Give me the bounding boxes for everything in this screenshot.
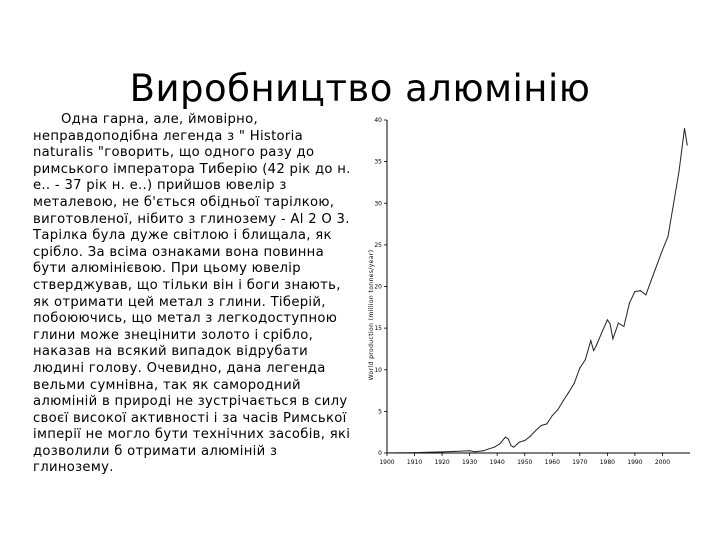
- x-tick-label: 1950: [517, 459, 533, 466]
- y-tick-label: 10: [374, 366, 382, 374]
- y-tick-label: 15: [374, 325, 382, 333]
- series-point: [687, 144, 688, 145]
- series-point: [590, 340, 591, 341]
- series-point: [667, 236, 668, 237]
- series-group: [387, 128, 688, 454]
- series-point: [579, 368, 580, 369]
- series-point: [530, 436, 531, 437]
- series-point: [428, 452, 429, 453]
- series-point: [535, 430, 536, 431]
- series-point: [673, 204, 674, 205]
- series-point: [574, 383, 575, 384]
- y-axis: [374, 117, 387, 457]
- y-tick-label: 35: [374, 158, 382, 166]
- y-tick-label: 20: [374, 283, 382, 291]
- series-point: [684, 128, 685, 129]
- aluminium-production-chart: [360, 110, 695, 475]
- x-tick-label: 1990: [627, 459, 643, 466]
- series-point: [483, 450, 484, 451]
- series-point: [494, 447, 495, 448]
- x-tick-label: 1970: [572, 459, 588, 466]
- series-point: [568, 392, 569, 393]
- y-tick-label: 40: [374, 117, 382, 124]
- series-point: [610, 323, 611, 324]
- production-series-line: [387, 128, 687, 453]
- series-point: [387, 452, 388, 453]
- series-point: [607, 319, 608, 320]
- series-point: [455, 451, 456, 452]
- x-tick-label: 1930: [461, 459, 478, 466]
- x-tick-label: 1940: [489, 459, 505, 466]
- series-point: [513, 447, 514, 448]
- x-tick-label: 1980: [599, 459, 616, 466]
- series-point: [546, 423, 547, 424]
- y-tick-label: 5: [378, 408, 382, 416]
- series-point: [585, 359, 586, 360]
- series-point: [651, 279, 652, 280]
- series-point: [563, 400, 564, 401]
- series-point: [508, 438, 509, 439]
- series-point: [629, 303, 630, 304]
- series-point: [618, 323, 619, 324]
- x-tick-label: 1910: [406, 459, 423, 466]
- x-tick-label: 1900: [379, 459, 395, 466]
- series-point: [475, 451, 476, 452]
- series-point: [499, 443, 500, 444]
- series-point: [400, 452, 401, 453]
- x-tick-label: 1960: [544, 459, 560, 466]
- y-tick-label: 25: [374, 241, 382, 249]
- series-point: [557, 409, 558, 410]
- y-tick-label: 30: [374, 200, 382, 208]
- series-point: [488, 448, 489, 449]
- series-point: [593, 350, 594, 351]
- series-point: [552, 415, 553, 416]
- series-point: [442, 451, 443, 452]
- series-point: [623, 326, 624, 327]
- series-point: [541, 425, 542, 426]
- series-point: [524, 440, 525, 441]
- slide-title: Виробництво алюмінію: [129, 66, 591, 110]
- series-point: [510, 445, 511, 446]
- y-tick-label: 0: [378, 450, 382, 457]
- series-point: [469, 450, 470, 451]
- series-point: [634, 291, 635, 292]
- x-axis: [379, 453, 690, 466]
- series-point: [640, 290, 641, 291]
- series-point: [678, 171, 679, 172]
- series-point: [612, 338, 613, 339]
- legend-paragraph: Одна гарна, але, ймовірно, неправдоподібна легенда з " Historia naturalis "говорить, що одного разу до римського імператора Тиберію (42 рік до н. е.. - 37 рік н. е..) прийшов ювелір з металевою, не б'ється обідньої тарілкою, виготовленої, нібито з глинозему - Al 2 О 3. Тарілка була дуже світлою і блищала, як срібло. За всіма ознаками вона повинна бути алюмінієвою. При цьому ювелір стверджував, що тільки він і боги знають, як отримати цей метал з глини. Тіберій, побоюючись, що метал з легкодоступною глини може знецінити золото і срібло, наказав на всякий випадок відрубати людині голову. Очевидно, дана легенда вельми сумнівна, так як самородний алюміній в природі не зустрічається в силу своєї високої активності і за часів Римської імперії не могло бути технічних засобів, які дозволили б отримати алюміній з глинозему.: [33, 112, 351, 476]
- series-point: [505, 437, 506, 438]
- series-point: [596, 345, 597, 346]
- series-point: [662, 249, 663, 250]
- x-tick-label: 2000: [654, 459, 671, 466]
- series-point: [519, 442, 520, 443]
- series-point: [414, 452, 415, 453]
- series-point: [645, 294, 646, 295]
- x-tick-label: 1920: [434, 459, 450, 466]
- series-point: [601, 332, 602, 333]
- y-axis-label: World production (million tonnes/year): [368, 249, 375, 381]
- series-point: [656, 264, 657, 265]
